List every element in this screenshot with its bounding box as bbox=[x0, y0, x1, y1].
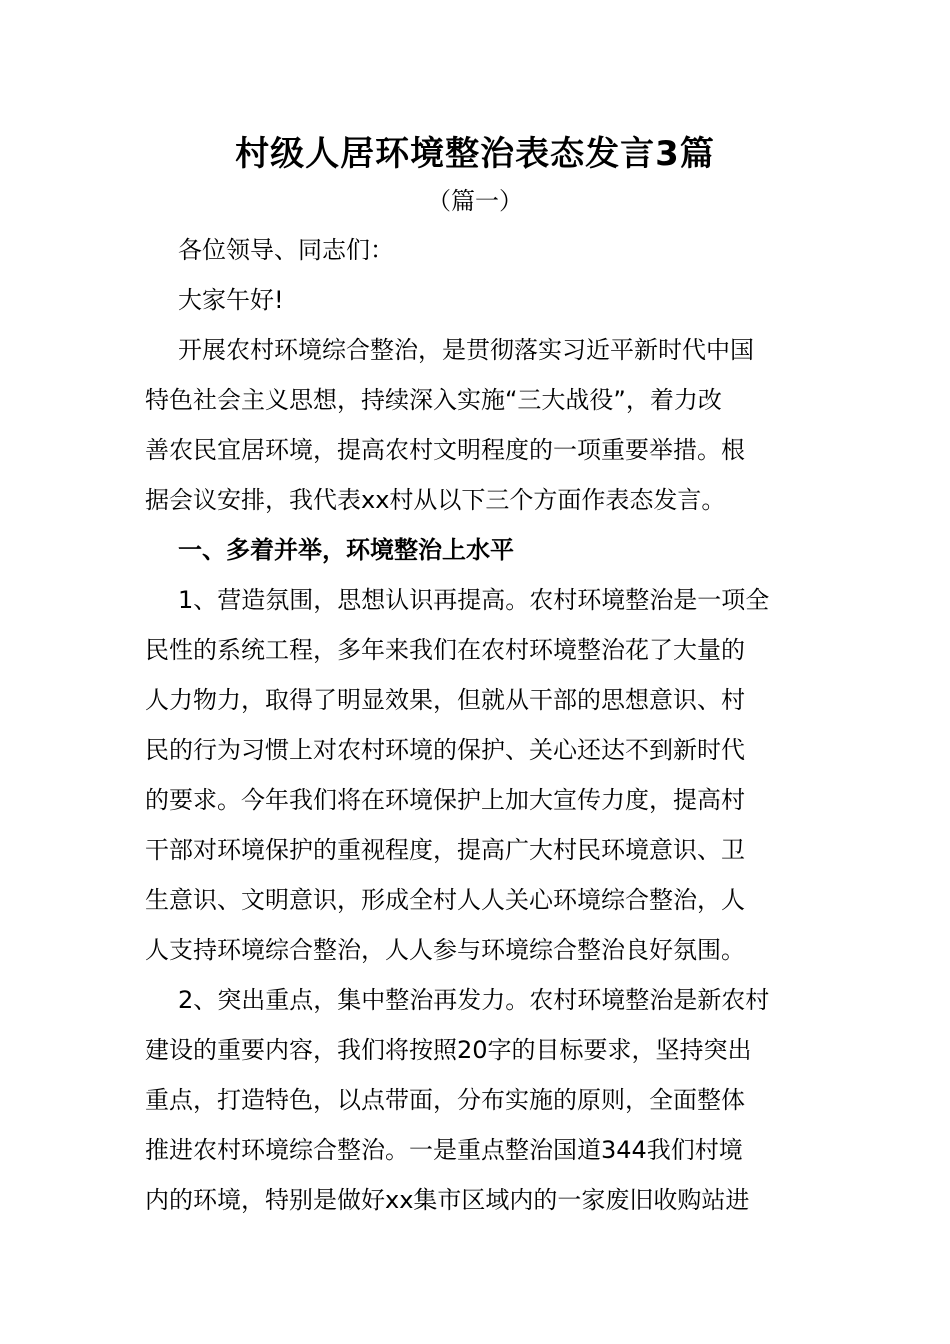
paragraph-line: 开展农村环境综合整治，是贯彻落实习近平新时代中国 bbox=[178, 336, 754, 364]
paragraph-line: 重点，打造特色，以点带面，分布实施的原则，全面整体 bbox=[145, 1086, 745, 1114]
section-heading: 一、多着并举，环境整治上水平 bbox=[178, 536, 514, 564]
document-title: 村级人居环境整治表态发言3篇 bbox=[235, 134, 715, 174]
paragraph-line: 据会议安排，我代表xx村从以下三个方面作表态发言。 bbox=[145, 486, 726, 514]
paragraph-line: 建设的重要内容，我们将按照20字的目标要求，坚持突出 bbox=[145, 1036, 752, 1064]
paragraph-line: 人力物力，取得了明显效果，但就从干部的思想意识、村 bbox=[145, 686, 745, 714]
paragraph-line: 民的行为习惯上对农村环境的保护、关心还达不到新时代 bbox=[145, 736, 745, 764]
paragraph-line: 1、营造氛围，思想认识再提高。农村环境整治是一项全 bbox=[178, 586, 770, 614]
paragraph-line: 特色社会主义思想，持续深入实施“三大战役”，着力改 bbox=[145, 386, 722, 414]
paragraph-line: 干部对环境保护的重视程度，提高广大村民环境意识、卫 bbox=[145, 836, 745, 864]
paragraph-line: 内的环境，特别是做好xx集市区域内的一家废旧收购站进 bbox=[145, 1186, 750, 1214]
salutation: 各位领导、同志们： bbox=[178, 236, 394, 264]
paragraph-line: 人支持环境综合整治，人人参与环境综合整治良好氛围。 bbox=[145, 936, 745, 964]
document-subtitle: （篇一） bbox=[427, 187, 523, 215]
paragraph-line: 善农民宜居环境，提高农村文明程度的一项重要举措。根 bbox=[145, 436, 745, 464]
paragraph-line: 的要求。今年我们将在环境保护上加大宣传力度，提高村 bbox=[145, 786, 745, 814]
greeting: 大家午好! bbox=[178, 286, 284, 314]
paragraph-line: 2、突出重点，集中整治再发力。农村环境整治是新农村 bbox=[178, 986, 770, 1014]
paragraph-line: 推进农村环境综合整治。一是重点整治国道344我们村境 bbox=[145, 1136, 743, 1164]
paragraph-line: 生意识、文明意识，形成全村人人关心环境综合整治，人 bbox=[145, 886, 745, 914]
paragraph-line: 民性的系统工程，多年来我们在农村环境整治花了大量的 bbox=[145, 636, 745, 664]
